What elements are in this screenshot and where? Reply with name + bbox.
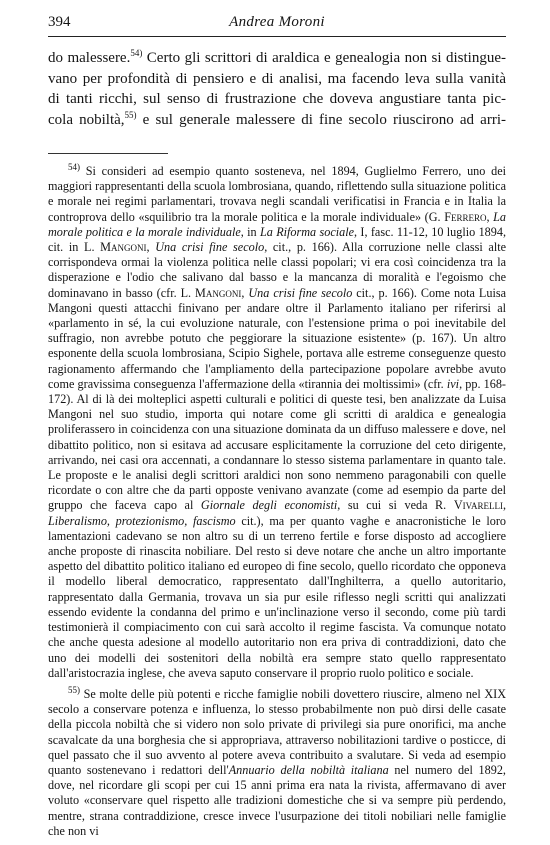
body-line-3: di tanti ricchi, sul senso di frustrazione che doveva angustiare tanta pic- — [48, 91, 506, 107]
footnote-text: Se molte delle più potenti e ricche famiglie nobili dovettero riuscire, almeno nel XIX secolo a conservare potenza e influenza, lo stesso probabilmente non può dirsi delle casate della piccola nobiltà che si videro non solo private di privilegi sia pure onorifici, ma anche scavalcate da una borghesia che si appropriava, attraverso nobilitazioni tardive o posticce, di quel passato che il suo avvento al potere aveva contribuito a svalutare. Si veda ad esempio quanto sostenevano i redattori dell' — [48, 686, 506, 777]
footnote-text: cit.), ma per quanto vaghe e anacronistiche le loro lamentazioni cadevano se non altro su di un terreno fertile e forse disposto ad accogliere anche proposte di rinascita nobiliare. Del resto si deve notare che anche un altro importante aspetto del dibattito politico italiano ed europeo di fine secolo, quello ricordato che opponeva il modello liberal democratico, rappresentato dall'Inghilterra, a quello autoritario, rappresentato dalla Germania, trovava un sia pur esile riflesso negli scritti qui analizzati essendo evidente la condanna del primo e un'inclinazione verso il secondo, come più tardi testimonierà il compiacimento con cui sarà accolto il regime fascista. Va comunque notato che anche questa adesione al modello autoritario non era priva di contraddizioni, dato che uno dei modelli dei sostenitori della nobiltà era sempre stato quello rappresentato dall'aristocrazia inglese, che aveva saputo conservare il proprio ruolo politico e sociale. — [48, 513, 506, 680]
footnote-55-number: 55) — [68, 684, 80, 695]
cited-journal: La Riforma sociale — [259, 224, 355, 239]
body-line-1-start: do malessere. — [48, 50, 131, 66]
body-line-4 — [48, 110, 506, 131]
cited-ivi: ivi — [446, 376, 460, 391]
page-header — [48, 14, 506, 37]
cited-title: Una crisi fine secolo — [248, 285, 353, 300]
footnote-text: nel numero del 1892, dove, nel ricordare gli scopi per cui 15 anni prima era nata la rivista, affermavano di aver voluto «conservare quel rispetto alle tradizioni domestiche che si va sempre più perdendo, mentre, strana contraddizione, cresce invece l'usurpazione dei titoli nobiliari nelle famiglie che non vi — [48, 762, 506, 838]
cited-title: La morale politica e la morale individuale — [48, 209, 507, 239]
footnote-text: , — [502, 498, 506, 513]
footnote-text: , pp. 168-172). Al di là dei molteplici aspetti culturali e politici di queste tesi, ben analizzate da Luisa Mangoni nel suo studio, importa qui notare come gli scritti di araldica e genealogia proliferassero in coincidenza con una situazione dominata da un diffuso malessere e dove, nel dibattito politico, non si esitava ad accusare esplicitamente la corruzione del ceto dirigente, arrivando, nei casi ora accennati, a condannare lo stesso sistema parlamentare in quanto tale. Le proposte e le analisi degli scrittori araldici non sono nemmeno paragonabili con quelle ricordate o con altre che da parti opposte venivano avanzate (come ad esempio da parte del gruppo che faceva capo al — [48, 376, 506, 513]
footnote-55 — [48, 684, 506, 839]
author-name: Mangoni — [100, 240, 147, 255]
footnote-54-number: 54) — [68, 161, 80, 172]
body-line-1-rest: Certo gli scrittori di araldica e genealogia non si distingue- — [142, 50, 506, 66]
cited-title: Annuario della nobiltà italiana — [228, 762, 389, 777]
footnote-text: cit., p. 166). Come nota Luisa Mangoni questi attacchi finivano per andare oltre il Parlamento italiano per riferirsi al «parlamento in sé, la cui evoluzione naturale, con l'estensione prima o poi inevitabile del suffragio, non avrebbe potuto che peggiorare la situazione esistente» (p. 167). Un altro esponente della scuola lombrosiana, Scipio Sighele, portava alle estreme conseguenze questo ragionamento affermando che l'ampliamento della partecipazione popolare avrebbe avuto come gravissima conseguenza l'affermazione della «tirannia dei moltissimi» (cfr. — [48, 285, 506, 391]
footnote-text: , — [146, 240, 156, 255]
footnotes — [48, 161, 507, 845]
footnote-text: , su cui si veda R. — [337, 498, 454, 513]
footnote-text: , — [486, 209, 494, 224]
footnote-text: Si consideri ad esempio quanto sosteneva, nel 1894, Guglielmo Ferrero, uno dei maggiori rappresentanti della scuola lombrosiana, quando, riflettendo sulla situazione politica e morale nei regimi parlamentari, trovava negli scandali verificatisi in Francia e in Italia la controprova dello «squilibrio tra la morale politica e la morale individuale» (G. — [48, 164, 506, 224]
main-text — [48, 48, 506, 130]
footnote-ref-55: 55) — [124, 109, 137, 120]
footnote-text: , cit., p. 166). Alla corruzione nelle classi alte corrispondeva ormai la violenza politica nelle classi popolari; vi era così coincidenza tra la disperazione e l'odio che salivano dal basso e la mancanza di moralità e l'egoismo che dominavano in basso (cfr. L. — [48, 240, 506, 300]
body-line-4-rest: e sul generale malessere di fine secolo riuscirono ad arri- — [136, 111, 506, 128]
footnote-text: , in — [240, 224, 260, 239]
author-name: Ferrero — [444, 209, 487, 224]
author-name: Mangoni — [195, 285, 242, 300]
footnote-text: , — [241, 285, 249, 300]
body-line-2: vano per profondità di pensiero e di analisi, ma facendo leva sulla vanità — [48, 70, 506, 87]
running-title: Andrea Moroni — [229, 14, 325, 30]
body-line-4-start: cola nobiltà, — [48, 111, 125, 128]
footnote-54 — [48, 161, 507, 681]
footnote-text: , I, fasc. 11-12, 10 luglio 1894, cit. in L. — [48, 224, 507, 255]
body-line-1 — [48, 48, 506, 69]
cited-journal: Giornale degli economisti — [200, 498, 338, 513]
footnote-ref-54: 54) — [130, 48, 143, 58]
cited-title: Liberalismo, protezionismo, fascismo — [48, 513, 236, 528]
author-name: Vivarelli — [453, 498, 503, 513]
cited-title: Una crisi fine secolo — [155, 240, 265, 255]
footnote-separator — [48, 153, 168, 154]
page-number: 394 — [48, 14, 71, 30]
